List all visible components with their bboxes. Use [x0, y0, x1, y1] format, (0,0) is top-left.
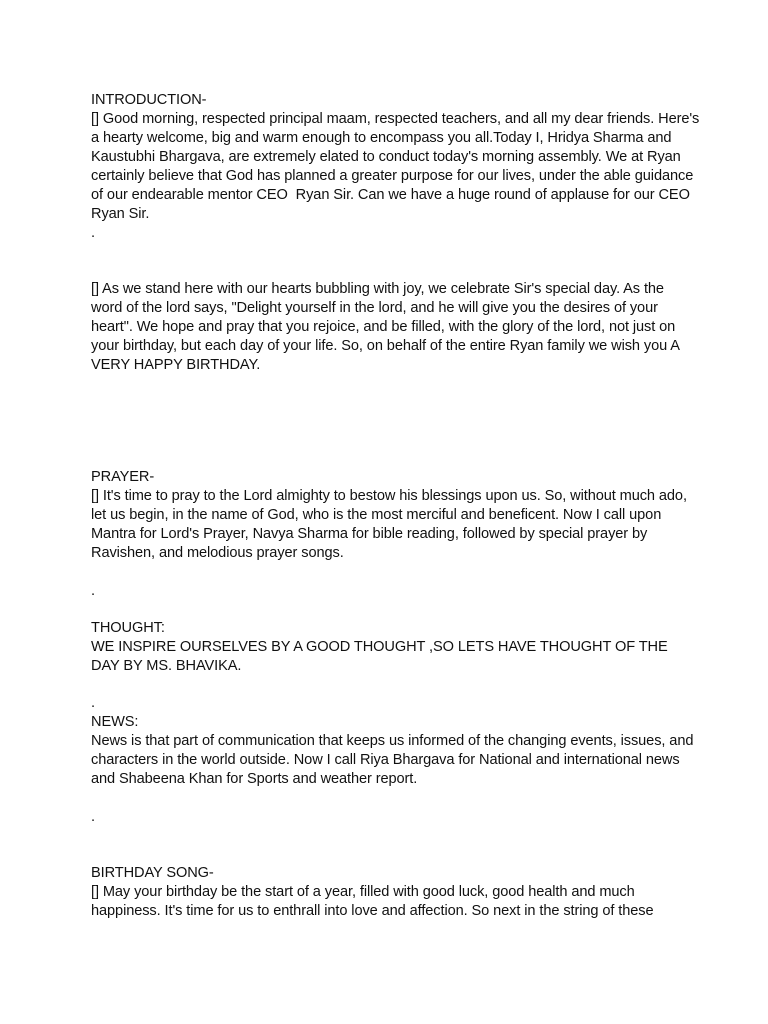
intro-line-5: of our endearable mentor CEO Ryan Sir. Can we have a huge round of applause for our CEO — [91, 187, 690, 203]
prayer-line-2: let us begin, in the name of God, who is the most merciful and beneficent. Now I call upon — [91, 507, 662, 523]
wish-line-1: [] As we stand here with our hearts bubbling with joy, we celebrate Sir's special day. As the — [91, 281, 664, 297]
prayer-line-1: [] It's time to pray to the Lord almighty to bestow his blessings upon us. So, without much ado, — [91, 488, 687, 504]
news-line-2: characters in the world outside. Now I call Riya Bhargava for National and international news — [91, 752, 680, 768]
song-line-1: [] May your birthday be the start of a year, filled with good luck, good health and much — [91, 884, 635, 900]
intro-line-1: [] Good morning, respected principal maam, respected teachers, and all my dear friends. Here's — [91, 111, 700, 127]
news-heading: NEWS: — [91, 714, 139, 730]
song-line-2: happiness. It's time for us to enthrall into love and affection. So next in the string of these — [91, 903, 654, 919]
intro-line-4: certainly believe that God has planned a greater purpose for our lives, under the able guidance — [91, 168, 694, 184]
intro-line-3: Kaustubhi Bhargava, are extremely elated to conduct today's morning assembly. We at Ryan — [91, 149, 681, 165]
news-line-1: News is that part of communication that keeps us informed of the changing events, issues, and — [91, 733, 694, 749]
prayer-line-3: Mantra for Lord's Prayer, Navya Sharma for bible reading, followed by special prayer by — [91, 526, 648, 542]
prayer-line-4: Ravishen, and melodious prayer songs. — [91, 545, 344, 561]
wish-line-5: VERY HAPPY BIRTHDAY. — [91, 357, 261, 373]
intro-dot: . — [91, 225, 96, 241]
thought-heading: THOUGHT: — [91, 620, 165, 636]
thought-line-1: WE INSPIRE OURSELVES BY A GOOD THOUGHT ,SO LETS HAVE THOUGHT OF THE — [91, 639, 668, 655]
wish-line-2: word of the lord says, "Delight yourself in the lord, and he will give you the desires of your — [91, 300, 658, 316]
wish-line-3: heart". We hope and pray that you rejoice, and be filled, with the glory of the lord, not just on — [91, 319, 676, 335]
news-line-3: and Shabeena Khan for Sports and weather report. — [91, 771, 418, 787]
news-dot: . — [91, 809, 96, 825]
intro-line-2: a hearty welcome, big and warm enough to encompass you all.Today I, Hridya Sharma and — [91, 130, 672, 146]
intro-line-6: Ryan Sir. — [91, 206, 150, 222]
prayer-dot: . — [91, 583, 96, 599]
song-heading: BIRTHDAY SONG- — [91, 865, 214, 881]
thought-line-2: DAY BY MS. BHAVIKA. — [91, 658, 242, 674]
intro-heading: INTRODUCTION- — [91, 92, 207, 108]
thought-dot: . — [91, 695, 96, 711]
wish-line-4: your birthday, but each day of your life. So, on behalf of the entire Ryan family we wish you A — [91, 338, 680, 354]
prayer-heading: PRAYER- — [91, 469, 155, 485]
